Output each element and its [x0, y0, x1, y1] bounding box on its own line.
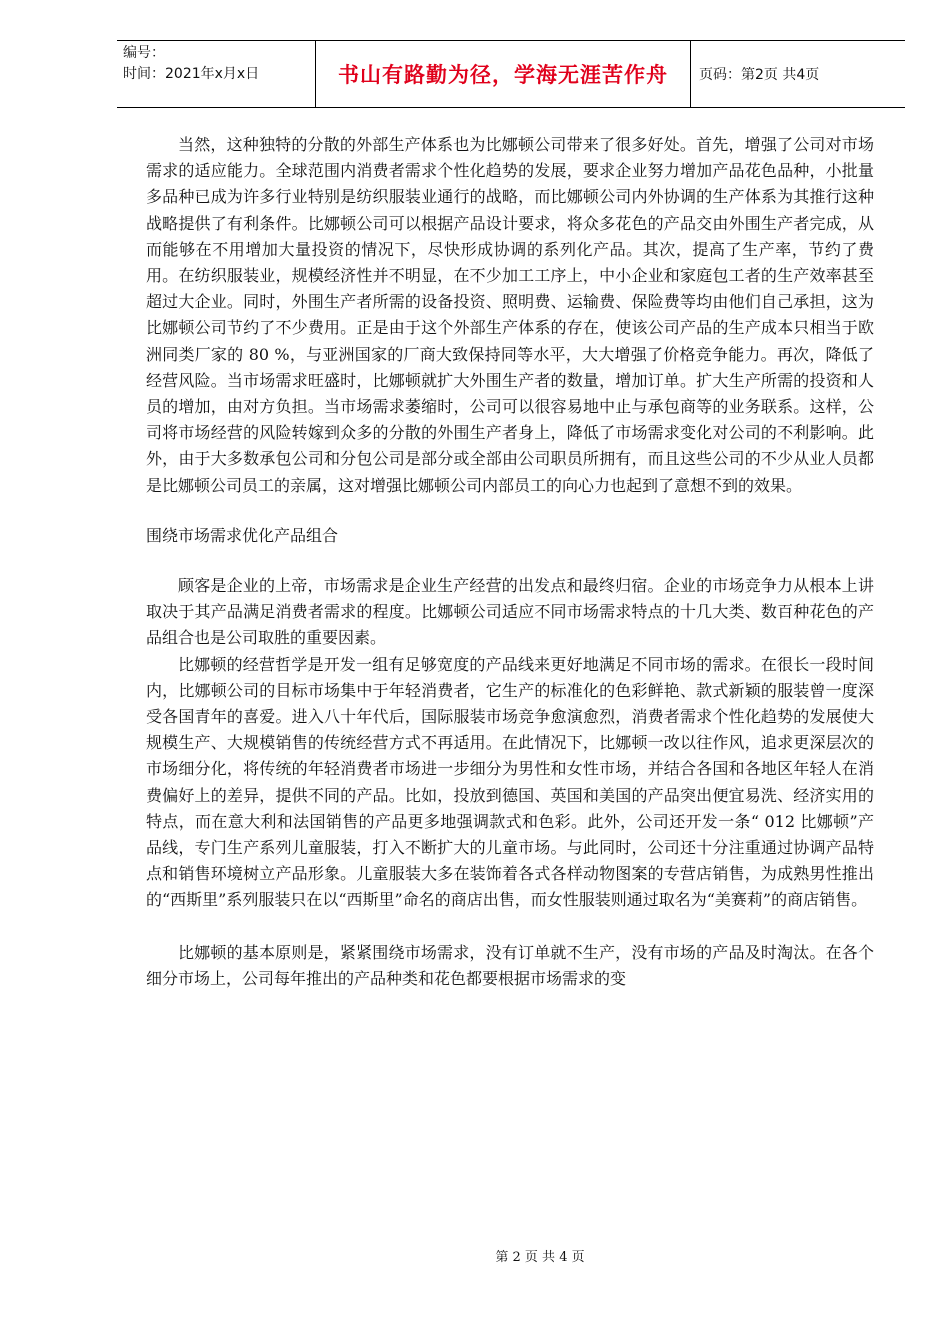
header-page-info: 页码：第2页 共4页 [699, 67, 820, 83]
paragraph-customers: 顾客是企业的上帝，市场需求是企业生产经营的出发点和最终归宿。企业的市场竞争力从根本上讲取决于其产品满足消费者需求的程度。比娜顿公司适应不同市场需求特点的十几大类、数百种花色的产品组合也是公司取胜的重要因素。 [146, 576, 874, 648]
document-body [146, 132, 874, 992]
header-meta [117, 41, 315, 107]
header-motto: 书山有路勤为径，学海无涯苦作舟 [315, 41, 691, 107]
paragraph-philosophy: 比娜顿的经营哲学是开发一组有足够宽度的产品线来更好地满足不同市场的需求。在很长一段时间内，比娜顿公司的目标市场集中于年轻消费者，它生产的标准化的色彩鲜艳、款式新颖的服装曾一度深受各国青年的喜爱。进入八十年代后，国际服装市场竞争愈演愈烈，消费者需求个性化趋势的发展使大规模生产、大规模销售的传统经营方式不再适用。在此情况下，比娜顿一改以往作风，追求更深层次的市场细分化，将传统的年轻消费者市场进一步细分为男性和女性市场，并结合各国和各地区年轻人在消费偏好上的差异，提供不同的产品。比如，投放到德国、英国和美国的产品突出便宜易洗、经济实用的特点，而在意大利和法国销售的产品更多地强调款式和色彩。此外，公司还开发一条“ 012 比娜顿”产品线，专门生产系列儿童服装，打入不断扩大的儿童市场。与此同时，公司还十分注重通过协调产品特点和销售环境树立产品形象。儿童服装大多在装饰着各式各样动物图案的专营店销售，为成熟男性推出的“西斯里”系列服装只在以“西斯里”命名的商店出售，而女性服装则通过取名为“美赛莉”的商店销售。 [146, 654, 874, 910]
section-heading: 围绕市场需求优化产品组合 [146, 525, 339, 545]
paragraph-principle: 比娜顿的基本原则是，紧紧围绕市场需求，没有订单就不生产，没有市场的产品及时淘汰。在各个细分市场上，公司每年推出的产品种类和花色都要根据市场需求的变 [146, 942, 874, 988]
page-header [117, 40, 905, 108]
page-footer: 第 2 页 共 4 页 [495, 1250, 585, 1265]
paragraph-advantages: 当然，这种独特的分散的外部生产体系也为比娜顿公司带来了很多好处。首先，增强了公司对市场需求的适应能力。全球范围内消费者需求个性化趋势的发展，要求企业努力增加产品花色品种，小批量多品种已成为许多行业特别是纺织服装业通行的战略，而比娜顿公司内外协调的生产体系为其推行这种战略提供了有利条件。比娜顿公司可以根据产品设计要求，将众多花色的产品交由外围生产者完成，从而能够在不用增加大量投资的情况下，尽快形成协调的系列化产品。其次，提高了生产率，节约了费用。在纺织服装业，规模经济性并不明显，在不少加工工序上，中小企业和家庭包工者的生产效率甚至超过大企业。同时，外围生产者所需的设备投资、照明费、运输费、保险费等均由他们自己承担，这为比娜顿公司节约了不少费用。正是由于这个外部生产体系的存在，使该公司产品的生产成本只相当于欧洲同类厂家的 80 %，与亚洲国家的厂商大致保持同等水平，大大增强了价格竞争能力。再次，降低了经营风险。当市场需求旺盛时，比娜顿就扩大外围生产者的数量，增加订单。扩大生产所需的投资和人员的增加，由对方负担。当市场需求萎缩时，公司可以很容易地中止与承包商等的业务联系。这样，公司将市场经营的风险转嫁到众多的分散的外围生产者身上，降低了市场需求变化对公司的不利影响。此外，由于大多数承包公司和分包公司是部分或全部由公司职员所拥有，而且这些公司的不少从业人员都是比娜顿公司员工的亲属，这对增强比娜顿公司内部员工的向心力也起到了意想不到的效果。 [146, 135, 874, 495]
date-label: 时间：2021年x月x日 [123, 66, 260, 82]
serial-number-label: 编号： [123, 45, 165, 61]
